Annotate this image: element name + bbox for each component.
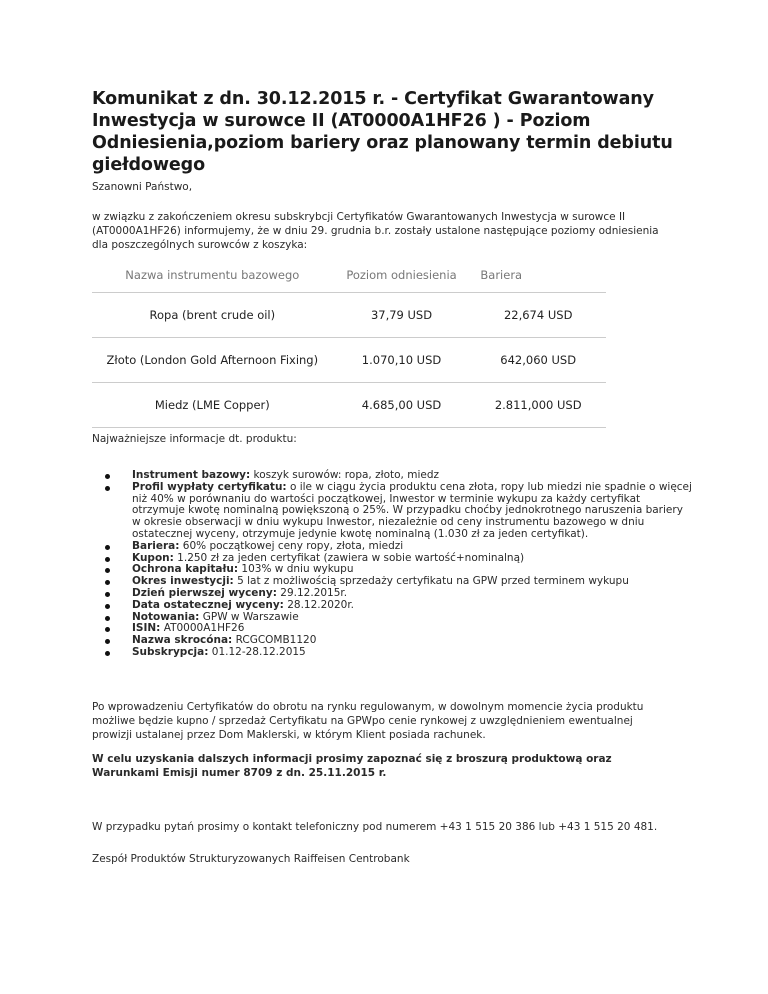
item-text: GPW w Warszawie [199, 610, 299, 623]
trading-paragraph: Po wprowadzeniu Certyfikatów do obrotu na rynku regulowanym, w dowolnym momencie życia produktu możliwe będzie kupno / sprzedaż Certyfikatu na GPWpo cenie rynkowej z uwzględnieniem ewentualnej prowizji ustalanej przez Dom Maklerski, w którym Klient posiada rachunek. [92, 701, 644, 741]
item-label: Notowania: [132, 610, 200, 623]
cell-barrier: 2.811,000 USD [470, 383, 606, 428]
item-label: Bariera: [132, 539, 180, 552]
item-text: 29.12.2015r. [276, 586, 348, 599]
item-text: 28.12.2020r. [283, 598, 355, 611]
item-text: 1.250 zł za jeden certyfikat (zawiera w sobie wartość+nominalną) [173, 551, 525, 564]
header-reference-level: Poziom odniesienia [346, 268, 457, 282]
item-label: Profil wypłaty certyfikatu: [132, 480, 287, 493]
item-text: AT0000A1HF26 [160, 622, 245, 635]
greeting: Szanowni Państwo, [92, 181, 193, 193]
product-info-list [92, 470, 692, 659]
cell-reference-level: 4.685,00 USD [333, 383, 471, 428]
item-text: 01.12-28.12.2015 [208, 645, 306, 658]
table-header-row [92, 258, 606, 293]
cell-barrier: 642,060 USD [470, 338, 606, 383]
reference-levels-table [92, 258, 606, 428]
header-barrier: Bariera [480, 268, 523, 282]
table-row [92, 383, 606, 428]
cell-instrument: Miedz (LME Copper) [92, 383, 333, 428]
signature: Zespół Produktów Strukturyzowanych Raiffeisen Centrobank [92, 853, 410, 865]
cell-instrument: Ropa (brent crude oil) [92, 293, 333, 338]
item-label: Nazwa skrocóna: [132, 634, 233, 647]
item-label: ISIN: [132, 622, 161, 635]
contact-paragraph: W przypadku pytań prosimy o kontakt telefoniczny pod numerem +43 1 515 20 386 lub +43 1 515 20 481. [92, 821, 658, 833]
bold-note: W celu uzyskania dalszych informacji prosimy zapoznać się z broszurą produktową oraz Warunkami Emisji numer 8709 z dn. 25.11.2015 r. [92, 753, 612, 779]
item-label: Instrument bazowy: [132, 469, 251, 481]
item-label: Subskrypcja: [132, 645, 209, 658]
item-text: koszyk surowów: ropa, złoto, miedz [250, 469, 440, 481]
cell-instrument: Złoto (London Gold Afternoon Fixing) [92, 338, 333, 383]
item-label: Dzień pierwszej wyceny: [132, 586, 277, 599]
item-text: RCGCOMB1120 [232, 634, 317, 647]
item-text: 60% początkowej ceny ropy, złota, miedzi [179, 539, 404, 552]
item-text: o ile w ciągu życia produktu cena złota, ropy lub miedzi nie spadnie o więcej niż 40% w porównaniu do wartości początkowej, Inwestor w terminie wykupu za każdy certyfikat otrzymuje kwotę nominalną powiększoną o 25%. W przypadku choćby jednokrotnego naruszenia bariery w okresie obserwacji w dniu wykupu Inwestor, niezależnie od ceny instrumentu bazowego w dniu ostatecznej wyceny, otrzymuje jedynie kwotę nominalną (1.030 zł za jeden certyfikat). [132, 480, 692, 540]
item-label: Okres inwestycji: [132, 575, 234, 588]
list-item [132, 482, 692, 541]
item-text: 5 lat z możliwością sprzedaży certyfikatu na GPW przed terminem wykupu [233, 575, 629, 588]
cell-reference-level: 37,79 USD [333, 293, 471, 338]
document-title: Komunikat z dn. 30.12.2015 r. - Certyfikat Gwarantowany Inwestycja w surowce II (AT0000A1HF26 ) - Poziom Odniesienia,poziom bariery oraz planowany termin debiutu giełdowego [92, 89, 673, 175]
cell-reference-level: 1.070,10 USD [333, 338, 471, 383]
header-instrument: Nazwa instrumentu bazowego [125, 268, 300, 282]
info-heading: Najważniejsze informacje dt. produktu: [92, 433, 297, 445]
table-row [92, 293, 606, 338]
item-label: Data ostatecznej wyceny: [132, 598, 284, 611]
cell-barrier: 22,674 USD [470, 293, 606, 338]
list-item [132, 647, 692, 659]
intro-paragraph: w związku z zakończeniem okresu subskrybcji Certyfikatów Gwarantowanych Inwestycja w surowce II (AT0000A1HF26) informujemy, że w dniu 29. grudnia b.r. zostały ustalone następujące poziomy odniesienia dla poszczególnych surowców z koszyka: [92, 211, 659, 251]
item-label: Kupon: [132, 551, 174, 564]
item-label: Ochrona kapitału: [132, 563, 239, 576]
table-row [92, 338, 606, 383]
item-text: 103% w dniu wykupu [238, 563, 354, 576]
